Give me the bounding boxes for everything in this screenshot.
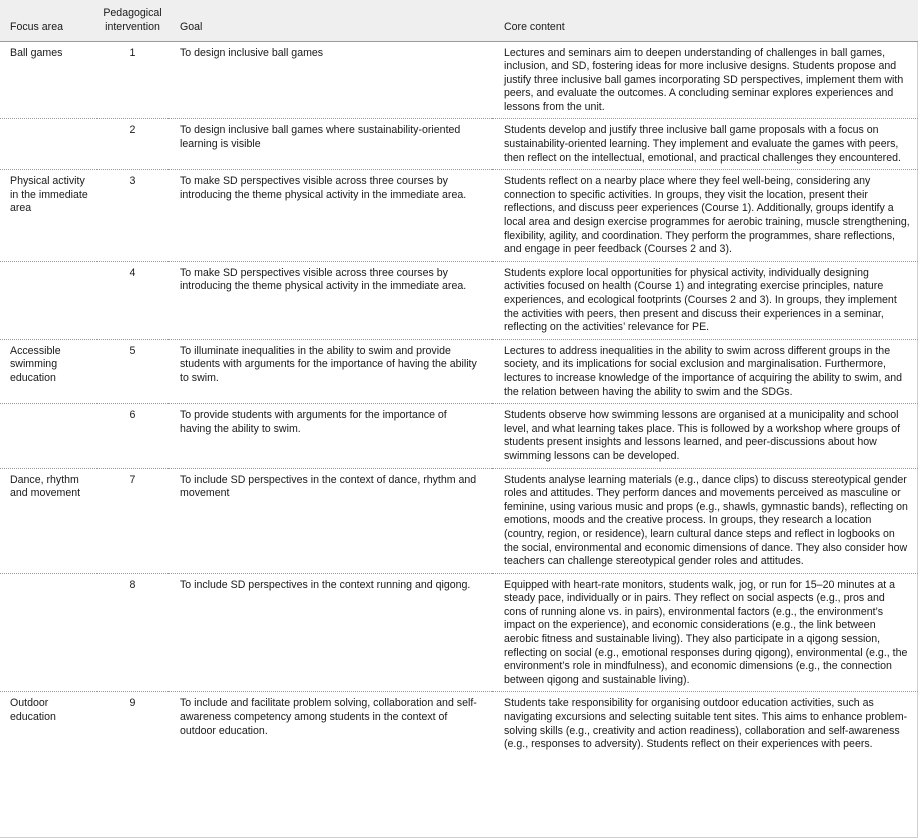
core-content-cell: Students develop and justify three inclusive ball game proposals with a focus on sustainability-oriented learning. They implement and evaluate the games with peers, then reflect on the intellectual, emotional, and practical challenges they encountered. <box>492 119 918 170</box>
header-core-content: Core content <box>492 0 918 41</box>
goal-cell: To include and facilitate problem solving, collaboration and self-awareness competency among students in the context of outdoor education. <box>180 697 477 737</box>
table-row <box>0 573 918 692</box>
intervention-number-cell: 5 <box>97 339 168 403</box>
table-row <box>0 41 918 119</box>
intervention-number-cell: 2 <box>97 119 168 170</box>
core-content-cell: Students analyse learning materials (e.g., dance clips) to discuss stereotypical gender roles and attitudes. They perform dances and movements perceived as masculine or feminine, using various music and props (e.g., shawls, gymnastic bands), reflecting on emotions, moods and the creative process. In groups, they research a location (country, region, or residence), learn cultural dance steps and reflect in logbooks on the social, environmental and economic dimensions of dance. They also consider how teachers can challenge stereotypical gender roles and attitudes. <box>492 468 918 573</box>
intervention-number-cell: 9 <box>129 697 136 710</box>
goal-cell: To illuminate inequalities in the ability to swim and provide students with arguments for the importance of having the ability to swim. <box>168 339 492 403</box>
focus-area-cell: Physical activity in the immediate area <box>0 170 97 262</box>
focus-area-cell <box>0 261 97 339</box>
goal-cell: To include SD perspectives in the context of dance, rhythm and movement <box>168 468 492 573</box>
table-row <box>0 468 918 573</box>
goal-cell: To make SD perspectives visible across three courses by introducing the theme physical activity in the immediate area. <box>168 261 492 339</box>
header-goal: Goal <box>168 0 492 41</box>
intervention-number-cell: 4 <box>97 261 168 339</box>
header-focus-area: Focus area <box>0 0 97 41</box>
intervention-number-cell: 7 <box>97 468 168 573</box>
focus-area-cell <box>0 119 97 170</box>
focus-area-cell: Ball games <box>0 41 97 119</box>
table-row <box>0 170 918 262</box>
goal-cell: To design inclusive ball games where sustainability-oriented learning is visible <box>168 119 492 170</box>
focus-area-cell: Outdoor education <box>10 697 56 724</box>
core-content-cell: Lectures and seminars aim to deepen understanding of challenges in ball games, inclusion, and SD, fostering ideas for more inclusive designs. Students propose and justify three inclusive ball games incorporating SD perspectives, implement them with peers, and evaluate the outcomes. A concluding seminar explores experiences and lessons from the unit. <box>492 41 918 119</box>
core-content-cell: Students observe how swimming lessons are organised at a municipality and school level, and what learning takes place. This is followed by a workshop where groups of students present insights and lessons learned, and peer-discussions about how swimming lessons can be developed. <box>492 404 918 468</box>
focus-area-cell <box>0 573 97 692</box>
core-content-cell: Equipped with heart-rate monitors, students walk, jog, or run for 15–20 minutes at a steady pace, individually or in pairs. They reflect on social aspects (e.g., pros and cons of running alone vs. in pairs), environmental factors (e.g., the environment’s impact on the experience), and economic considerations (e.g., the link between aerobic fitness and sustainable living). They also participate in a qigong session, reflecting on social (e.g., emotional responses during qigong), environmental (e.g., the environment’s role in mindfulness), and economic dimensions (e.g., the connection between qigong and sustainable living). <box>492 573 918 692</box>
goal-cell: To include SD perspectives in the context running and qigong. <box>168 573 492 692</box>
table-header <box>0 0 918 41</box>
table-row <box>0 404 918 468</box>
intervention-number-cell: 6 <box>97 404 168 468</box>
focus-area-cell: Accessible swimming education <box>0 339 97 403</box>
intervention-number-cell: 8 <box>97 573 168 692</box>
intervention-number-cell: 3 <box>97 170 168 262</box>
core-content-cell: Students explore local opportunities for physical activity, individually designing activities focused on health (Course 1) and integrating exercise principles, nature experiences, and ecological footprints (Courses 2 and 3). In groups, they implement the activities with peers, then present and discuss their experiences in a seminar, reflecting on the activities’ relevance for PE. <box>492 261 918 339</box>
table-row <box>0 692 918 756</box>
core-content-cell: Students take responsibility for organising outdoor education activities, such as navigating excursions and selecting suitable tent sites. This aims to enhance problem-solving skills (e.g., creativity and action readiness), collaboration and self-awareness (e.g., responses to adversity). Students reflect on their experiences with peers. <box>504 697 908 751</box>
table-row <box>0 119 918 170</box>
goal-cell: To design inclusive ball games <box>168 41 492 119</box>
table-row <box>0 339 918 403</box>
core-content-cell: Lectures to address inequalities in the ability to swim across different groups in the society, and its implications for social exclusion and marginalisation. Furthermore, lectures to increase knowledge of the importance of acquiring the ability to swim, and the relation between having the ability to swim and the SDGs. <box>492 339 918 403</box>
header-pedagogical-intervention <box>97 0 168 41</box>
focus-area-cell <box>0 404 97 468</box>
header-intervention-line1: Pedagogical <box>103 7 162 20</box>
intervention-number-cell: 1 <box>97 41 168 119</box>
header-intervention-line2: intervention <box>105 20 160 33</box>
table-row <box>0 261 918 339</box>
core-content-cell: Students reflect on a nearby place where they feel well-being, considering any connection to specific activities. In groups, they visit the location, present their reflections, and discuss peer experiences (Course 1). Additionally, groups identify a local area and design exercise programmes for aerobic training, muscle strengthening, flexibility, agility, and coordination. They perform the programmes, share reflections, and engage in peer feedback (Courses 2 and 3). <box>492 170 918 262</box>
goal-cell: To provide students with arguments for the importance of having the ability to swim. <box>168 404 492 468</box>
header-row <box>0 0 918 41</box>
goal-cell: To make SD perspectives visible across three courses by introducing the theme physical activity in the immediate area. <box>168 170 492 262</box>
focus-area-cell: Dance, rhythm and movement <box>0 468 97 573</box>
table-body <box>0 41 918 756</box>
